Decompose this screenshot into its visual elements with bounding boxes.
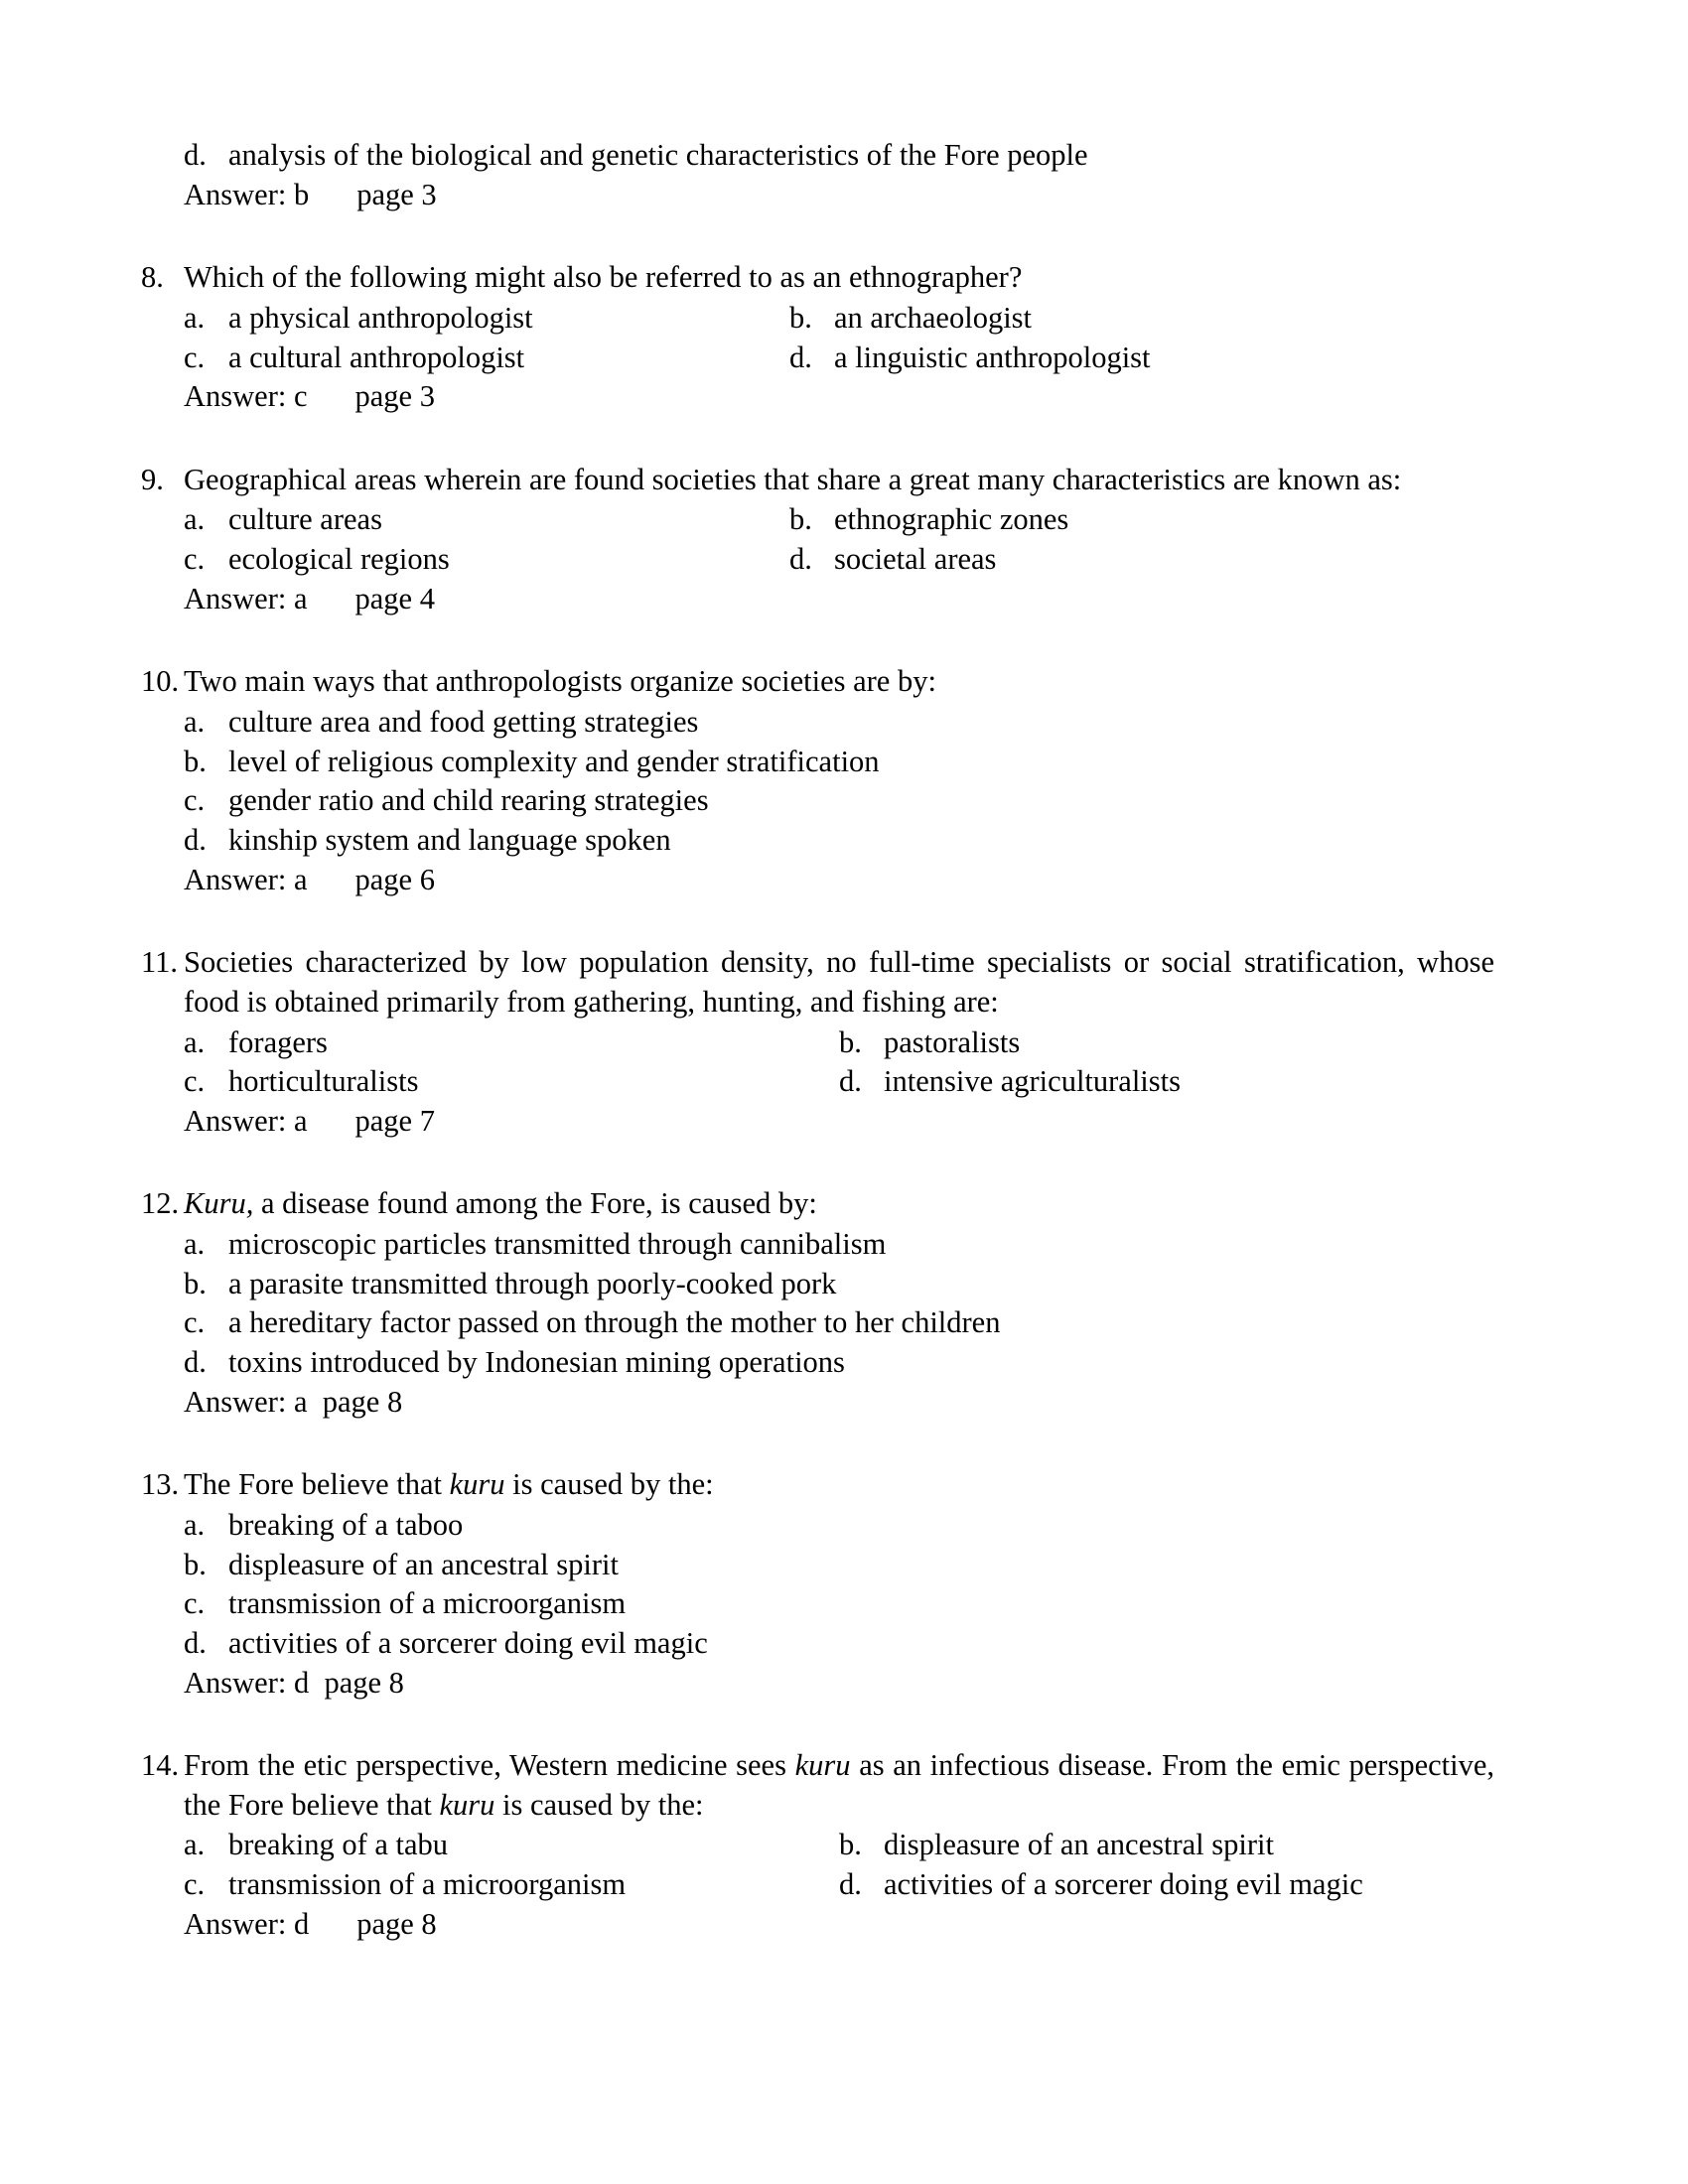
answer-line: Answer: a page 7 [184,1103,435,1138]
option-label: d. [184,138,207,172]
option-label: a. [184,1024,206,1059]
option-row [184,1506,1494,1546]
option-d [184,821,671,861]
option-label: b. [789,502,812,537]
question-number: 11. [141,945,178,980]
question-block [141,461,1494,619]
option-label: b. [184,1547,207,1581]
option-text: an archaeologist [834,300,1033,335]
option-text: foragers [228,1024,328,1059]
option-b [184,743,880,782]
question-list [141,258,1494,1944]
option-list [141,136,1494,176]
option-label: a. [184,1507,206,1542]
option-label: d. [184,1345,207,1380]
option-label: d. [184,822,207,857]
option-d [789,339,1151,378]
option-row [184,1624,1494,1664]
question-stem [141,1746,1494,1825]
question-stem-text: Which of the following might also be referred to as an ethnographer? [184,260,1023,295]
option-d [184,1624,708,1664]
option-label: b. [839,1828,862,1862]
option-label: a. [184,705,206,740]
question-stem [141,1465,1494,1505]
question-block [141,1184,1494,1422]
option-a [184,1024,839,1063]
option-row [184,1303,1494,1343]
option-c [184,1584,626,1624]
option-label: a. [184,1227,206,1262]
option-list [141,500,1494,579]
option-row [184,540,1494,580]
option-row [184,821,1494,861]
question-stem-text: From the etic perspective, Western medicine sees kuru as an infectious disease. From the emic perspective, the Fore believe that kuru is caused by the: [184,1748,1495,1822]
option-row [184,500,1494,540]
option-b [184,1546,619,1585]
option-a [184,703,698,743]
question-block [141,943,1494,1141]
option-a [184,299,789,339]
option-label: d. [789,340,812,374]
option-text: gender ratio and child rearing strategies [228,783,709,818]
question-stem [141,1184,1494,1224]
option-row [184,1865,1494,1905]
option-label: b. [184,1266,207,1300]
option-list [141,1826,1494,1904]
option-c [184,781,709,821]
question-block [141,1746,1494,1944]
option-list [141,299,1494,377]
option-label: c. [184,542,206,577]
option-d [839,1062,1181,1102]
option-a [184,1225,886,1265]
option-label: d. [184,1625,207,1660]
option-text: culture areas [228,502,382,537]
question-stem-text: Geographical areas wherein are found societies that share a great many characteristics are known as: [184,462,1402,496]
answer-line: Answer: a page 8 [184,1384,403,1419]
answer-line: Answer: b page 3 [184,177,437,211]
option-row [184,1062,1494,1102]
option-label: c. [184,1064,206,1099]
option-list [141,1225,1494,1383]
option-label: d. [839,1064,862,1099]
question-stem-text: The Fore believe that kuru is caused by the: [184,1467,714,1502]
option-c [184,1062,839,1102]
option-text: culture area and food getting strategies [228,705,699,740]
option-b [839,1826,1274,1865]
option-text: transmission of a microorganism [228,1586,627,1621]
option-text: analysis of the biological and genetic characteristics of the Fore people [228,138,1088,172]
question-stem-text: Two main ways that anthropologists organize societies are by: [184,664,936,699]
option-row [184,743,1494,782]
option-label: c. [184,783,206,818]
option-text: kinship system and language spoken [228,822,671,857]
page-content [141,135,1494,1944]
option-text: intensive agriculturalists [884,1064,1181,1099]
option-text: a hereditary factor passed on through the mother to her children [228,1305,1001,1340]
option-row [184,703,1494,743]
question-number: 10. [141,664,180,699]
option-d [184,1343,845,1383]
option-text: ethnographic zones [834,502,1069,537]
option-text: breaking of a taboo [228,1507,464,1542]
option-label: b. [839,1024,862,1059]
answer-line: Answer: d page 8 [184,1665,404,1700]
option-c [184,1865,839,1905]
option-text: a cultural anthropologist [228,340,525,374]
question-number: 13. [141,1467,180,1502]
option-a [184,1506,463,1546]
option-label: a. [184,502,206,537]
option-text: a parasite transmitted through poorly-cooked pork [228,1266,837,1300]
option-row [184,1826,1494,1865]
option-b [789,500,1068,540]
option-label: c. [184,1305,206,1340]
option-row [184,1343,1494,1383]
option-text: toxins introduced by Indonesian mining operations [228,1345,845,1380]
option-row [184,339,1494,378]
option-list [141,1506,1494,1664]
option-text: displeasure of an ancestral spirit [228,1547,619,1581]
option-list [141,1024,1494,1102]
option-row [184,136,1494,176]
option-label: a. [184,1828,206,1862]
question-number: 8. [141,260,164,295]
option-text: a physical anthropologist [228,300,533,335]
orphan-option-block [141,136,1494,214]
option-row [184,1546,1494,1585]
option-row [184,1024,1494,1063]
option-row [184,1265,1494,1304]
option-text: activities of a sorcerer doing evil magic [228,1625,708,1660]
option-label: a. [184,300,206,335]
question-stem [141,461,1494,500]
option-row [184,781,1494,821]
option-a [184,1826,839,1865]
option-label: c. [184,1867,206,1902]
question-number: 14. [141,1748,180,1783]
option-b [184,1265,836,1304]
answer-line: Answer: d page 8 [184,1906,437,1941]
option-label: c. [184,340,206,374]
option-text: activities of a sorcerer doing evil magic [884,1867,1363,1902]
option-label: d. [789,542,812,577]
option-row [184,1584,1494,1624]
option-row [184,1225,1494,1265]
question-number: 12. [141,1186,180,1221]
option-c [184,339,789,378]
question-number: 9. [141,462,164,496]
option-text: breaking of a tabu [228,1828,449,1862]
option-text: level of religious complexity and gender stratification [228,744,880,778]
option-list [141,703,1494,861]
option-text: displeasure of an ancestral spirit [884,1828,1274,1862]
question-stem [141,662,1494,702]
answer-line: Answer: a page 4 [184,581,435,615]
question-stem [141,258,1494,298]
option-label: c. [184,1586,206,1621]
question-stem [141,943,1494,1022]
question-block [141,662,1494,899]
option-d [184,136,1088,176]
option-text: a linguistic anthropologist [834,340,1151,374]
option-label: b. [184,744,207,778]
question-block [141,258,1494,417]
answer-line: Answer: a page 6 [184,862,435,896]
option-row [184,299,1494,339]
option-a [184,500,789,540]
option-label: d. [839,1867,862,1902]
question-stem-text: Kuru, a disease found among the Fore, is caused by: [184,1186,817,1221]
question-block [141,1465,1494,1703]
option-text: microscopic particles transmitted through cannibalism [228,1227,887,1262]
option-d [839,1865,1363,1905]
option-text: societal areas [834,542,997,577]
option-label: b. [789,300,812,335]
option-b [789,299,1032,339]
option-b [839,1024,1020,1063]
option-text: pastoralists [884,1024,1021,1059]
option-c [184,1303,1000,1343]
option-text: horticulturalists [228,1064,419,1099]
question-stem-text: Societies characterized by low population density, no full-time specialists or social stratification, whose food is obtained primarily from gathering, hunting, and fishing are: [184,945,1494,1019]
option-c [184,540,789,580]
option-d [789,540,996,580]
answer-line: Answer: c page 3 [184,379,435,414]
option-text: transmission of a microorganism [228,1867,627,1902]
option-text: ecological regions [228,542,450,577]
